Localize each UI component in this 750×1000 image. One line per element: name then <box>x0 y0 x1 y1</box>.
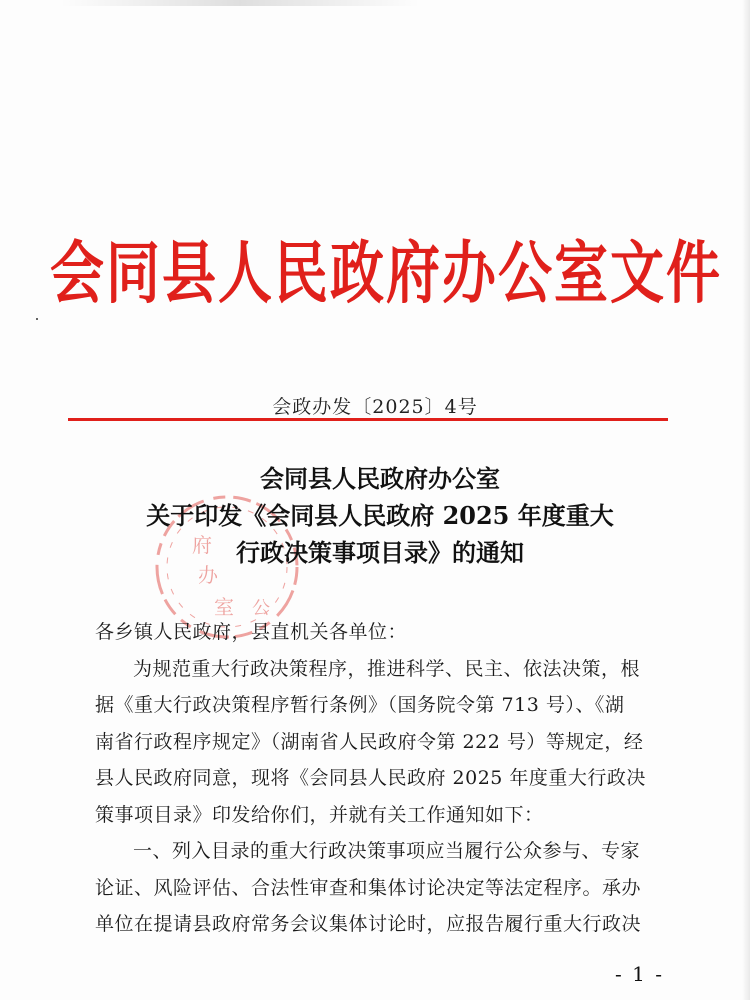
paragraph-2-line-2: 论证、风险评估、合法性审查和集体讨论决定等法定程序。承办 <box>95 876 642 899</box>
svg-text:室: 室 <box>214 595 234 619</box>
notice-title <box>60 460 700 571</box>
scan-top-shadow <box>60 0 420 6</box>
salutation: 各乡镇人民政府，县直机关各单位： <box>95 621 408 643</box>
document-number: 会政办发〔2025〕4号 <box>272 396 478 418</box>
scan-right-edge <box>742 0 750 1000</box>
paragraph-2-line-1: 一、列入目录的重大行政决策事项应当履行公众参与、专家 <box>133 840 641 862</box>
svg-text:公: 公 <box>252 598 270 619</box>
notice-body <box>95 614 675 943</box>
page-number: - 1 - <box>615 962 664 986</box>
svg-text:府: 府 <box>192 533 212 557</box>
paragraph-1-line-2: 据《重大行政决策程序暂行条例》（国务院令第 713 号）、《湖 <box>95 694 625 716</box>
svg-text:办: 办 <box>198 563 218 587</box>
red-separator-line <box>68 418 668 421</box>
paragraph-1-line-4: 县人民政府同意，现将《会同县人民政府 2025 年度重大行政决 <box>95 767 646 789</box>
paragraph-2-line-3: 单位在提请县政府常务会议集体讨论时，应报告履行重大行政决 <box>95 913 642 935</box>
title-line-2: 关于印发《会同县人民政府 2025 年度重大 <box>146 501 614 530</box>
paragraph-1-line-3: 南省行政程序规定》（湖南省人民政府令第 222 号）等规定，经 <box>95 730 644 753</box>
issuer-title: 会同县人民政府办公室文件 <box>50 232 722 313</box>
title-line-1: 会同县人民政府办公室 <box>260 464 500 493</box>
scan-speck <box>36 318 38 320</box>
paragraph-1-line-5: 策事项目录》印发给你们，并就有关工作通知如下： <box>95 803 544 826</box>
title-line-3: 行政决策事项目录》的通知 <box>236 538 524 567</box>
paragraph-1-line-1: 为规范重大行政决策程序，推进科学、民主、依法决策，根 <box>133 657 641 680</box>
